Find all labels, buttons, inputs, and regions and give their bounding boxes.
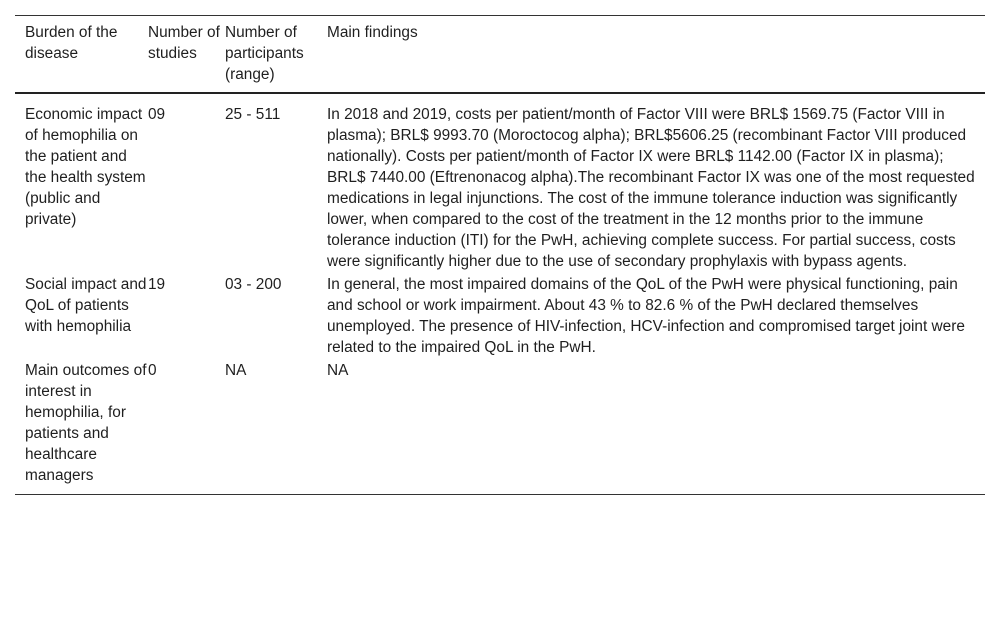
- table-row: [15, 360, 985, 495]
- table-container: [15, 15, 985, 495]
- table-row: [15, 93, 985, 274]
- cell-studies: 09: [148, 106, 166, 123]
- table-row: [15, 274, 985, 360]
- cell-findings: NA: [327, 362, 349, 379]
- cell-studies: 0: [148, 362, 157, 379]
- burden-table: [15, 15, 985, 495]
- header-findings: Main findings: [327, 24, 418, 41]
- header-row: [15, 16, 985, 94]
- cell-burden: Main outcomes of interest in hemophilia, for patients and healthcare managers: [25, 362, 147, 484]
- table-body: [15, 93, 985, 495]
- cell-participants: NA: [225, 362, 247, 379]
- table-header: [15, 16, 985, 94]
- cell-findings: In 2018 and 2019, costs per patient/month of Factor VIII were BRL$ 1569.75 (Factor VIII in plasma); BRL$ 9993.70 (Moroctocog alpha); BRL$5606.25 (recombinant Factor VIII produced nationally). Costs per patient/month of Factor IX were BRL$ 1142.00 (Factor IX in plasma); BRL$ 7440.00 (Eftrenonacog alpha).The recombinant Factor IX was one of the most requested medications in legal injunctions. The cost of the immune tolerance induction was significantly lower, when compared to the cost of the treatment in the 12 months prior to the immune tolerance induction (ITI) for the PwH, achieving complete success. For partial success, costs were significantly higher due to the use of secondary prophylaxis with bypass agents.: [327, 106, 975, 270]
- cell-participants: 25 - 511: [225, 106, 281, 123]
- header-burden: Burden of the disease: [25, 24, 118, 62]
- cell-studies: 19: [148, 276, 166, 293]
- cell-findings: In general, the most impaired domains of the QoL of the PwH were physical functioning, pain and school or work impairment. About 43 % to 82.6 % of the PwH declared themselves unemployed. The presence of HIV-infection, HCV-infection and compromised target joint were related to the impaired QoL in the PwH.: [327, 276, 965, 356]
- cell-burden: Economic impact of hemophilia on the patient and the health system (public and private): [25, 106, 146, 228]
- cell-burden: Social impact and QoL of patients with hemophilia: [25, 276, 147, 335]
- cell-participants: 03 - 200: [225, 276, 282, 293]
- header-participants: Number of participants (range): [225, 24, 304, 83]
- header-studies: Number of studies: [148, 24, 220, 62]
